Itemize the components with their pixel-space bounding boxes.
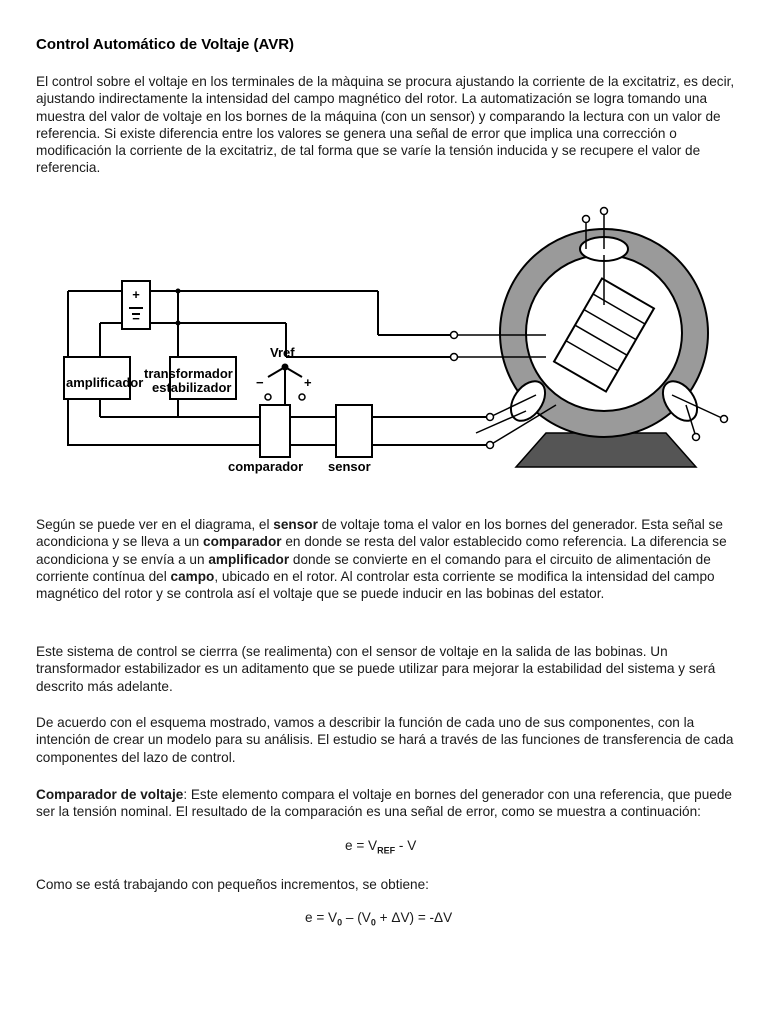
document-page <box>36 36 736 177</box>
intro-paragraph: El control sobre el voltaje en los terminales de la màquina se procura ajustando la corriente de la excitatriz, es decir, ajustando indirectamente la intensidad del campo magnético del rotor. La automatización se logra tomando una muestra del valor de voltaje en los bornes de la máquina (con un sensor) y comparando la lectura con un valor de referencia. Si existe diferencia entre los valores se genera una señal de error que implica una corrección o modificación la corriente de la excitatriz, de tal forma que se varíe la tensión inducida y se recupere el valor de referencia. <box>36 74 735 176</box>
page-title: Control Automático de Voltaje (AVR) <box>36 36 295 53</box>
bold-term-amplifier: amplificador <box>208 551 290 567</box>
bold-term-sensor: sensor <box>273 517 318 532</box>
formula-subscript: REF <box>377 845 396 856</box>
formula-part: - V <box>395 838 417 853</box>
bold-term-field: campo <box>170 568 215 584</box>
text-span: : Este elemento compara el voltaje en bornes del generador con una referencia, que puede ser la tensión nominal. El resultado de la comparación es una señal de error, como se muestra a continuación: <box>36 787 732 820</box>
source-minus-label: − <box>132 311 140 326</box>
error-formula <box>345 838 416 856</box>
bold-term-comparator: comparador <box>203 534 282 550</box>
comparator-label: comparador <box>228 459 304 474</box>
text-span: , ubicado en el rotor. Al controlar esta corriente se modifica la intensidad del campo magnético del rotor y se controla así el voltaje que se puede inducir en las bobinas del estator. <box>36 568 715 602</box>
transformer-label-line1: transformador <box>144 366 233 381</box>
comparator-paragraph <box>36 786 736 821</box>
text-span: donde se convierte en el comando para el circuito de alimentación de corriente contínua del <box>36 551 711 584</box>
comparator-block <box>260 405 290 457</box>
vref-plus-label: + <box>304 375 312 390</box>
formula-part: e = V <box>305 910 338 925</box>
sensor-block <box>336 405 372 457</box>
components-paragraph: De acuerdo con el esquema mostrado, vamos a describir la función de cada uno de sus componentes, con la intención de crear un modelo para su análisis. El estudio se hará a través de las funciones de transferencia de cada componentes del lazo de control. <box>36 715 734 765</box>
formula-part: + ΔV) = -ΔV <box>375 910 453 925</box>
text-span: Según se puede ver en el diagrama, el <box>36 517 274 532</box>
amplifier-label: amplificador <box>66 375 144 390</box>
avr-circuit-diagram <box>36 205 736 480</box>
sensor-description-paragraph <box>36 516 736 602</box>
formula-subscript: 0 <box>337 917 343 928</box>
source-plus-label: + <box>132 287 140 302</box>
vref-label: Vref <box>270 345 295 360</box>
text-span: de voltaje toma el valor en los bornes del generador. Esta señal se acondiciona y se lleva a un <box>36 517 723 550</box>
feedback-paragraph: Este sistema de control se cierrra (se realimenta) con el sensor de voltaje en la salida de las bobinas. Un transformador estabilizador es un aditamento que se puede utilizar para mejorar la estabilidad del sistema y será descrito más adelante. <box>36 644 716 694</box>
vref-minus-label: − <box>256 375 264 390</box>
bold-term-voltage-comparator: Comparador de voltaje <box>36 787 184 802</box>
formula-subscript: 0 <box>370 917 376 928</box>
sensor-label: sensor <box>328 459 371 474</box>
formula-part: – (V <box>342 910 371 925</box>
transformer-label-line2: estabilizador <box>152 380 232 395</box>
increment-formula <box>305 910 452 928</box>
increment-paragraph: Como se está trabajando con pequeños incrementos, se obtiene: <box>36 877 429 892</box>
formula-part: e = V <box>345 838 378 853</box>
text-span: en donde se resta del valor establecido como referencia. La diferencia se acondiciona y se envía a un <box>36 534 727 567</box>
generator-drawing <box>451 208 728 468</box>
